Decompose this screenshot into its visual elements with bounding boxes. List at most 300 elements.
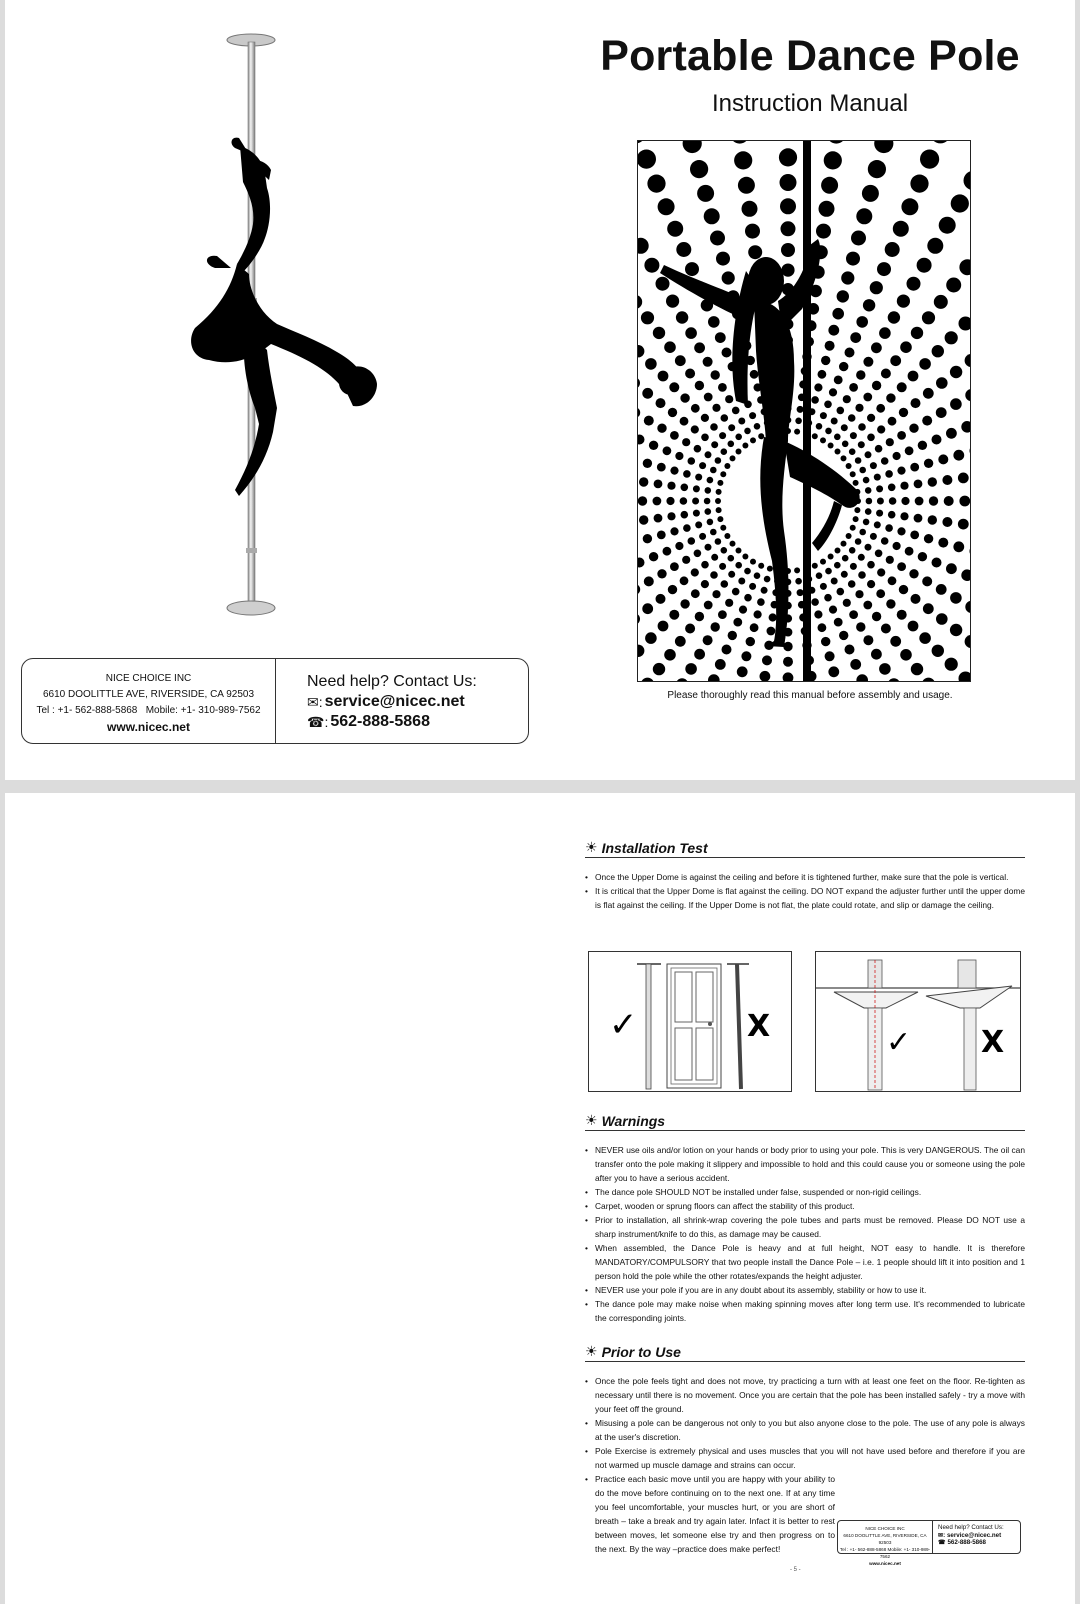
decorative-dot <box>797 406 804 413</box>
decorative-dot <box>708 674 720 682</box>
decorative-dot <box>932 435 942 445</box>
decorative-dot <box>911 663 923 675</box>
decorative-dot <box>872 612 881 621</box>
decorative-dot <box>865 487 872 494</box>
decorative-dot <box>664 649 676 661</box>
decorative-dot <box>900 649 912 661</box>
decorative-dot <box>738 418 745 425</box>
decorative-dot <box>910 463 919 472</box>
decorative-dot <box>742 201 758 217</box>
decorative-dot <box>725 599 733 607</box>
decorative-dot <box>958 473 969 484</box>
decorative-dot <box>936 584 947 595</box>
decorative-dot <box>888 484 896 492</box>
decorative-dot <box>688 537 696 545</box>
decorative-dot <box>685 624 695 634</box>
decorative-dot <box>961 421 971 433</box>
decorative-dot <box>722 348 732 358</box>
decorative-dot <box>642 603 653 614</box>
decorative-dot <box>938 454 948 464</box>
decorative-dot <box>754 423 761 430</box>
decorative-dot <box>658 198 675 215</box>
decorative-dot <box>638 407 640 418</box>
email-address[interactable]: service@nicec.net <box>324 693 465 710</box>
decorative-dot <box>924 534 933 543</box>
decorative-dot <box>816 572 823 579</box>
decorative-dot <box>645 632 657 644</box>
decorative-dot <box>721 547 728 554</box>
decorative-dot <box>760 671 771 682</box>
help-contact <box>307 672 477 732</box>
decorative-dot <box>923 603 934 614</box>
mini-company-phones: Tel : +1- 562-888-5868 Mobile: +1- 310-989-7562 <box>839 1547 931 1559</box>
cover-artwork <box>637 140 971 682</box>
decorative-dot <box>685 663 697 675</box>
decorative-dot <box>779 148 797 166</box>
phone-line <box>307 712 477 732</box>
decorative-dot <box>890 355 901 366</box>
decorative-dot <box>707 477 714 484</box>
decorative-dot <box>914 480 923 489</box>
decorative-dot <box>654 514 663 523</box>
decorative-dot <box>750 437 756 443</box>
decorative-dot <box>638 584 640 595</box>
decorative-dot <box>953 541 964 552</box>
decorative-dot <box>657 569 666 578</box>
sun-icon: ☀ <box>585 1112 598 1128</box>
decorative-dot <box>959 259 971 275</box>
decorative-dot <box>828 666 839 677</box>
decorative-dot <box>944 496 954 506</box>
decorative-dot <box>828 325 839 336</box>
decorative-dot <box>694 342 705 353</box>
cover-note: Please thoroughly read this manual before assembly and usage. <box>667 690 953 701</box>
decorative-dot <box>828 443 834 449</box>
decorative-dot <box>848 580 856 588</box>
decorative-dot <box>744 594 752 602</box>
decorative-dot <box>841 455 847 461</box>
decorative-dot <box>820 583 827 590</box>
decorative-dot <box>900 482 908 490</box>
decorative-dot <box>872 381 881 390</box>
decorative-dot <box>721 414 729 422</box>
decorative-dot <box>795 418 802 425</box>
decorative-dot <box>839 631 848 640</box>
decorative-dot <box>897 610 907 620</box>
decorative-dot <box>923 388 934 399</box>
decorative-dot <box>825 428 832 435</box>
decorative-dot <box>707 519 714 526</box>
decorative-dot <box>761 587 768 594</box>
decorative-dot <box>680 599 689 608</box>
decorative-dot <box>879 663 891 675</box>
decorative-dot <box>928 477 937 486</box>
decorative-dot <box>959 317 972 331</box>
decorative-dot <box>849 547 856 554</box>
decorative-dot <box>682 438 690 446</box>
decorative-dot <box>881 624 891 634</box>
decorative-dot <box>866 498 873 505</box>
company-website[interactable]: www.nicec.net <box>107 720 190 734</box>
decorative-dot <box>741 651 751 661</box>
decorative-dot <box>811 396 819 404</box>
decorative-dot <box>754 610 762 618</box>
decorative-dot <box>939 217 956 234</box>
decorative-dot <box>846 533 852 539</box>
decorative-dot <box>781 221 796 236</box>
decorative-dot <box>886 438 894 446</box>
decorative-dot <box>728 441 735 448</box>
decorative-dot <box>959 496 970 507</box>
decorative-dot <box>685 262 699 276</box>
decorative-dot <box>728 631 737 640</box>
decorative-dot <box>834 618 843 627</box>
decorative-dot <box>961 569 971 581</box>
decorative-dot <box>946 428 957 439</box>
bullet-item: • Once the Upper Dome is against the ceiling and before it is tightened further, make sure that the pole is vertical. <box>585 870 1025 884</box>
decorative-dot <box>959 672 972 683</box>
decorative-dot <box>667 221 683 237</box>
decorative-dot <box>915 497 924 506</box>
decorative-dot <box>932 558 942 568</box>
decorative-dot <box>893 221 909 237</box>
decorative-dot <box>865 508 872 515</box>
decorative-dot <box>758 563 764 569</box>
decorative-dot <box>695 381 704 390</box>
phone-number[interactable]: 562-888-5868 <box>330 713 430 730</box>
decorative-dot <box>863 393 872 402</box>
decorative-dot <box>710 529 717 536</box>
decorative-dot <box>656 398 666 408</box>
decorative-dot <box>695 521 702 528</box>
decorative-dot <box>680 393 689 402</box>
help-title: Need help? Contact Us: <box>307 673 477 690</box>
decorative-dot <box>946 278 961 293</box>
decorative-dot <box>670 562 679 571</box>
decorative-dot <box>728 571 735 578</box>
decorative-dot <box>897 562 906 571</box>
bullet-item: • Carpet, wooden or sprung floors can affect the stability of this product. <box>585 1199 1025 1213</box>
mini-help-title: Need help? Contact Us: <box>938 1524 1004 1531</box>
company-address: 6610 DOOLITTLE AVE, RIVERSIDE, CA 92503 <box>42 689 255 700</box>
decorative-dot <box>834 562 841 569</box>
decorative-dot <box>918 552 927 561</box>
decorative-dot <box>749 583 756 590</box>
decorative-dot <box>862 185 879 202</box>
decorative-dot <box>867 561 875 569</box>
decorative-dot <box>654 480 663 489</box>
decorative-dot <box>899 585 908 594</box>
decorative-dot <box>711 441 718 448</box>
decorative-dot <box>855 590 863 598</box>
decorative-dot <box>970 545 972 557</box>
decorative-dot <box>856 208 872 224</box>
decorative-dot <box>639 477 648 486</box>
decorative-dot <box>734 151 752 169</box>
decorative-dot <box>850 659 861 670</box>
decorative-dot <box>721 580 729 588</box>
decorative-dot <box>863 601 872 610</box>
decorative-dot <box>797 589 804 596</box>
decorative-dot <box>843 395 851 403</box>
decorative-dot <box>795 578 802 585</box>
decorative-dot <box>644 416 654 426</box>
decorative-dot <box>730 141 749 144</box>
decorative-dot <box>950 398 962 410</box>
decorative-dot <box>868 160 886 178</box>
manual-subtitle: Instruction Manual <box>711 90 909 117</box>
decorative-dot <box>638 150 656 169</box>
decorative-dot <box>964 171 972 190</box>
decorative-dot <box>783 672 794 682</box>
decorative-dot <box>767 566 773 572</box>
decorative-dot <box>842 441 849 448</box>
decorative-dot <box>680 576 689 585</box>
decorative-dot <box>874 521 881 528</box>
decorative-dot <box>911 327 923 339</box>
decorative-dot <box>670 467 678 475</box>
decorative-dot <box>856 370 865 379</box>
decorative-dot <box>905 547 914 556</box>
decorative-dot <box>719 563 726 570</box>
decorative-dot <box>710 467 717 474</box>
decorative-dot <box>871 342 882 353</box>
decorative-dot <box>708 316 720 328</box>
decorative-dot <box>829 388 837 396</box>
decorative-dot <box>821 177 838 194</box>
decorative-dot <box>946 563 957 574</box>
decorative-dot <box>886 599 895 608</box>
decorative-dot <box>855 457 862 464</box>
decorative-dot <box>715 498 721 504</box>
decorative-dot <box>886 556 894 564</box>
decorative-dot <box>885 242 900 257</box>
decorative-dot <box>657 463 666 472</box>
cross-mark-icon: X <box>981 1025 1005 1060</box>
decorative-dot <box>825 651 835 661</box>
decorative-dot <box>780 198 796 214</box>
decorative-dot <box>739 606 747 614</box>
decorative-dot <box>738 578 745 585</box>
pole-dancer-illustration <box>155 28 405 628</box>
decorative-dot <box>908 371 919 382</box>
decorative-dot <box>936 407 947 418</box>
decorative-dot <box>704 393 713 402</box>
decorative-dot <box>845 645 855 655</box>
decorative-dot <box>877 568 885 576</box>
decorative-dot <box>824 401 832 409</box>
decorative-dot <box>829 606 837 614</box>
decorative-dot <box>663 547 672 556</box>
decorative-dot <box>875 445 883 453</box>
decorative-dot <box>888 678 900 682</box>
decorative-dot <box>693 510 700 517</box>
decorative-dot <box>905 446 914 455</box>
decorative-dot <box>911 398 921 408</box>
bullet-item: • Practice each basic move until you are happy with your ability to do the move before continuing on to the next one. If at any time you feel uncomfortable, your muscles hurt, or you are short of breath – take a break and try again later. Infact it is better to rest between moves, let someone else try and then progress on to the next. By the way –practice does make perfect! <box>585 1472 1025 1556</box>
decorative-dot <box>670 431 679 440</box>
decorative-dot <box>846 252 860 266</box>
decorative-dot <box>683 524 691 532</box>
decorative-dot <box>676 242 691 257</box>
section-warnings-heading <box>585 1110 1025 1131</box>
decorative-dot <box>811 598 819 606</box>
decorative-dot <box>863 477 870 484</box>
decorative-dot <box>638 295 642 309</box>
mini-company-address: 6610 DOOLITTLE AVE, RIVERSIDE, CA 92503 <box>843 1533 927 1545</box>
decorative-dot <box>682 556 690 564</box>
decorative-dot <box>643 459 652 468</box>
decorative-dot <box>950 366 962 378</box>
decorative-dot <box>930 141 951 143</box>
decorative-dot <box>701 414 709 422</box>
bullet-item: • It is critical that the Upper Dome is flat against the ceiling. DO NOT expand the adjuster further until the upper dome is flat against the ceiling. If the Upper Dome is not flat, the plate could rotate, and slip or damage the ceiling. <box>585 884 1025 912</box>
decorative-dot <box>924 459 933 468</box>
decorative-dot <box>897 431 906 440</box>
decorative-dot <box>642 388 653 399</box>
decorative-dot <box>712 404 720 412</box>
decorative-dot <box>876 589 885 598</box>
decorative-dot <box>970 445 972 457</box>
decorative-dot <box>722 645 732 655</box>
decorative-dot <box>853 480 859 486</box>
decorative-dot <box>867 414 875 422</box>
decorative-dot <box>888 417 897 426</box>
decorative-dot <box>715 659 726 670</box>
mini-phone-icon: ☎ <box>938 1539 948 1547</box>
decorative-dot <box>717 480 723 486</box>
decorative-dot <box>783 642 792 651</box>
email-line <box>307 692 477 712</box>
bullet-item: • Once the pole feels tight and does not move, try practicing a turn with at least one feet on the floor. Re-tighten as necessary until there is no movement. Once you are certain that the pole has been installed safely - try a move with your feet off the ground. <box>585 1374 1025 1416</box>
decorative-dot <box>736 449 742 455</box>
decorative-dot <box>900 341 912 353</box>
decorative-dot <box>750 623 759 632</box>
decorative-dot <box>849 383 858 392</box>
decorative-dot <box>897 382 907 392</box>
decorative-dot <box>733 618 742 627</box>
mini-help-contact <box>938 1524 1004 1547</box>
decorative-dot <box>643 534 652 543</box>
decorative-dot <box>870 462 877 469</box>
decorative-dot <box>658 371 669 382</box>
decorative-dot <box>920 150 939 169</box>
decorative-dot <box>721 448 728 455</box>
decorative-dot <box>953 450 964 461</box>
decorative-dot <box>701 434 709 442</box>
decorative-dot <box>932 645 944 657</box>
decorative-dot <box>683 141 702 153</box>
decorative-dot <box>863 357 873 367</box>
decorative-dot <box>664 341 676 353</box>
section-title: Prior to Use <box>601 1344 681 1360</box>
decorative-dot <box>794 567 800 573</box>
decorative-dot <box>728 424 735 431</box>
decorative-dot <box>704 208 720 224</box>
decorative-dot <box>899 408 908 417</box>
decorative-dot <box>834 376 843 385</box>
section-installation-test-heading <box>585 837 1025 858</box>
decorative-dot <box>666 295 679 308</box>
decorative-dot <box>820 412 827 419</box>
bullet-item: • When assembled, the Dance Pole is heavy and at full height, NOT easy to handle. It is therefore MANDATORY/COMPULSORY that two people install the Dance Pole – i.e. 1 people should lift it into position and 1 person hold the pole while the other rotates/expands the height adjuster. <box>585 1241 1025 1283</box>
mini-company-name: NICE CHOICE INC <box>865 1526 905 1531</box>
decorative-dot <box>846 463 852 469</box>
decorative-dot <box>922 311 935 324</box>
decorative-dot <box>814 610 822 618</box>
decorative-dot <box>909 424 918 433</box>
decorative-dot <box>821 637 830 646</box>
mini-company-website: www.nicec.net <box>869 1561 901 1566</box>
decorative-dot <box>938 538 948 548</box>
decorative-dot <box>856 316 868 328</box>
decorative-dot <box>858 423 866 431</box>
bullet-item: • NEVER use your pole if you are in any doubt about its assembly, stability or how to use it. <box>585 1283 1025 1297</box>
decorative-dot <box>927 238 943 254</box>
decorative-dot <box>893 452 901 460</box>
decorative-dot <box>639 515 648 524</box>
decorative-dot <box>958 519 969 530</box>
decorative-dot <box>695 612 704 621</box>
decorative-dot <box>638 435 645 445</box>
decorative-dot <box>910 175 928 193</box>
decorative-dot <box>667 512 675 520</box>
decorative-dot <box>691 404 700 413</box>
company-phones: Tel : +1- 562-888-5868 Mobile: +1- 310-989-7562 <box>36 705 261 716</box>
decorative-dot <box>842 555 849 562</box>
page-number: - 5 - <box>790 1567 801 1573</box>
decorative-dot <box>705 508 712 515</box>
decorative-dot <box>764 576 771 583</box>
decorative-dot <box>638 238 649 254</box>
decorative-dot <box>936 613 948 625</box>
decorative-dot <box>917 258 932 273</box>
decorative-dot <box>732 407 740 415</box>
decorative-dot <box>717 516 723 522</box>
decorative-dot <box>825 341 835 351</box>
decorative-dot <box>876 404 885 413</box>
decorative-dot <box>694 550 702 558</box>
bullet-item: • Pole Exercise is extremely physical and uses muscles that you will not have used before and therefore if you are not warmed up muscle damage and strains can occur. <box>585 1444 1025 1472</box>
contact-divider <box>275 659 276 743</box>
decorative-dot <box>849 610 858 619</box>
check-mark-icon: ✓ <box>609 1005 638 1045</box>
decorative-dot <box>850 332 861 343</box>
decorative-dot <box>780 174 797 191</box>
section-warnings-body <box>585 1143 1025 1325</box>
decorative-dot <box>858 571 866 579</box>
decorative-dot <box>670 527 678 535</box>
decorative-dot <box>680 497 688 505</box>
cover-page <box>5 0 1075 780</box>
decorative-dot <box>694 649 705 660</box>
decorative-dot <box>703 357 713 367</box>
decorative-dot <box>841 424 848 431</box>
decorative-dot <box>929 496 938 505</box>
decorative-dot <box>909 569 918 578</box>
decorative-dot <box>890 636 901 647</box>
decorative-dot <box>812 433 818 439</box>
company-info <box>22 671 275 735</box>
decorative-dot <box>863 299 875 311</box>
decorative-dot <box>928 515 937 524</box>
decorative-dot <box>814 383 822 391</box>
decorative-dot <box>720 471 726 477</box>
decorative-dot <box>837 407 845 415</box>
decorative-dot <box>719 432 726 439</box>
decorative-dot <box>781 243 795 257</box>
decorative-dot <box>710 231 725 246</box>
